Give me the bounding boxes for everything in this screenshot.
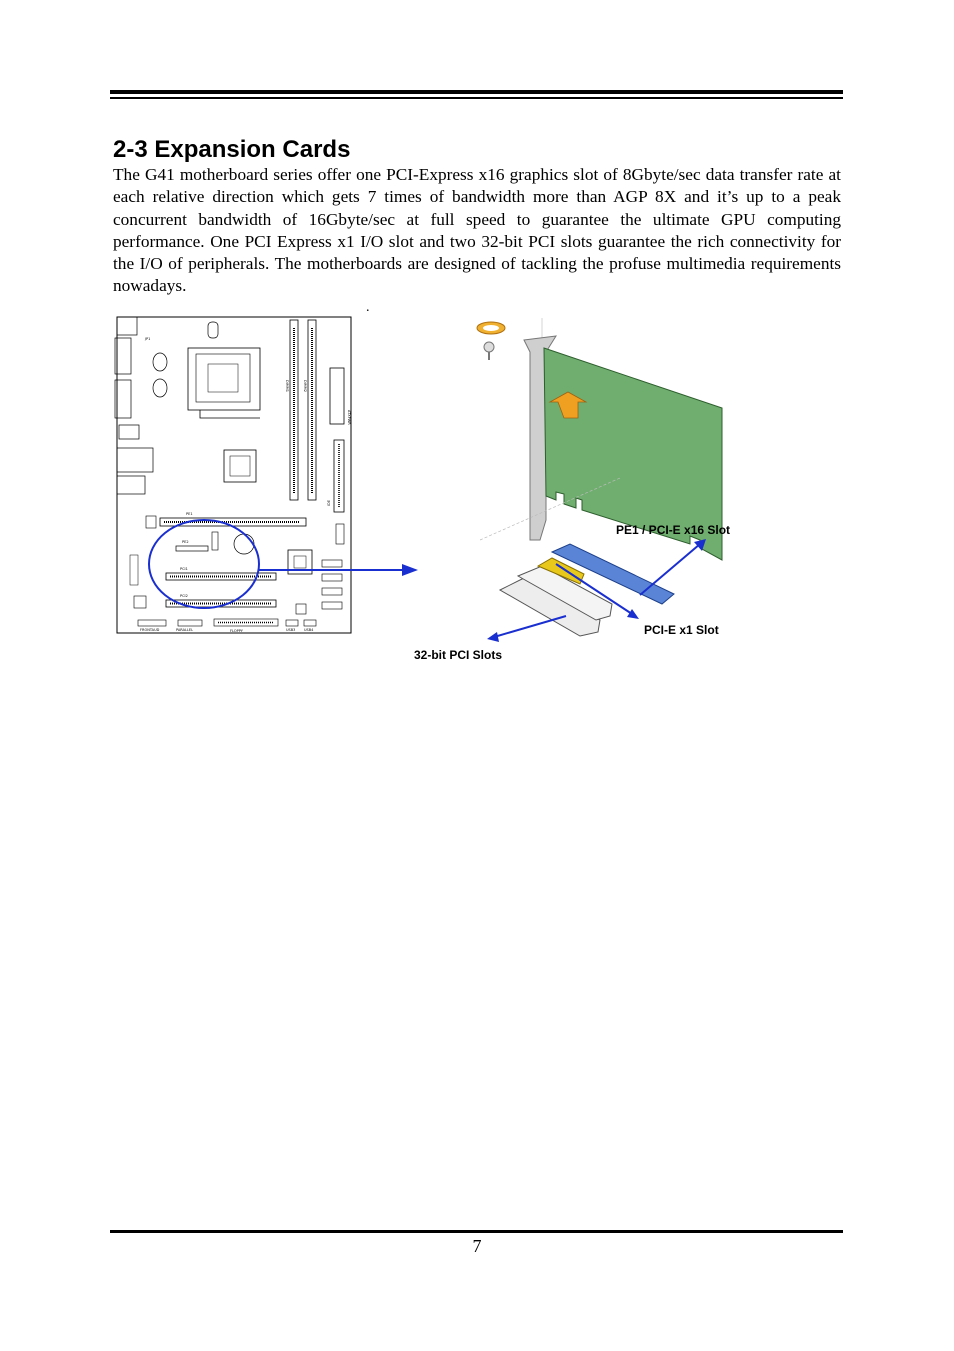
page-number: 7 (472, 1236, 482, 1256)
footer-rule-thick (110, 1230, 843, 1233)
svg-text:USB3: USB3 (286, 628, 296, 632)
pointer-arrowhead (402, 564, 418, 576)
screw (484, 342, 494, 352)
svg-text:FLOPPY: FLOPPY (230, 629, 243, 633)
pe1-slot-callout: PE1 / PCI-E x16 Slot (616, 523, 731, 537)
svg-text:PE2: PE2 (182, 540, 189, 544)
pci-arrow-line (494, 616, 566, 637)
motherboard-diagram (115, 317, 351, 633)
card-illustration (477, 318, 722, 636)
jp1-label: JP1 (145, 337, 151, 341)
pci-slots-callout: 32-bit PCI Slots (414, 648, 503, 662)
svg-text:PCI1: PCI1 (180, 567, 188, 571)
pcie-x1-callout: PCI-E x1 Slot (644, 623, 719, 637)
svg-text:FRONTAUD: FRONTAUD (140, 628, 160, 632)
section-heading: 2-3 Expansion Cards (113, 136, 351, 163)
svg-text:PARALLEL: PARALLEL (176, 628, 194, 632)
dimm2-label: DIMM2 (303, 380, 307, 392)
body-paragraph: The G41 motherboard series offer one PCI-Express x16 graphics slot of 8Gbyte/sec data transfer rate at each relative direction which gets 7 times of bandwidth more than AGP 8X and it’s up to a peak concurrent bandwidth of 16Gbyte/sec at full speed to guarantee the ultimate GPU computing performance. One PCI Express x1 I/O slot and two 32-bit PCI slots guarantee the rich connectivity for the I/O of peripherals. The motherboards are designed of tackling the profuse multimedia requirements nowadays. (113, 165, 841, 296)
dimm1-label: DIMM1 (285, 380, 289, 392)
svg-text:PE1: PE1 (186, 512, 193, 516)
svg-text:USB4: USB4 (304, 628, 314, 632)
stray-mark: . (366, 300, 370, 315)
x16-arrow-line (640, 544, 700, 595)
svg-text:ATXPWR: ATXPWR (347, 410, 351, 425)
svg-text:IDE: IDE (327, 500, 331, 506)
svg-text:PCI2: PCI2 (180, 594, 188, 598)
